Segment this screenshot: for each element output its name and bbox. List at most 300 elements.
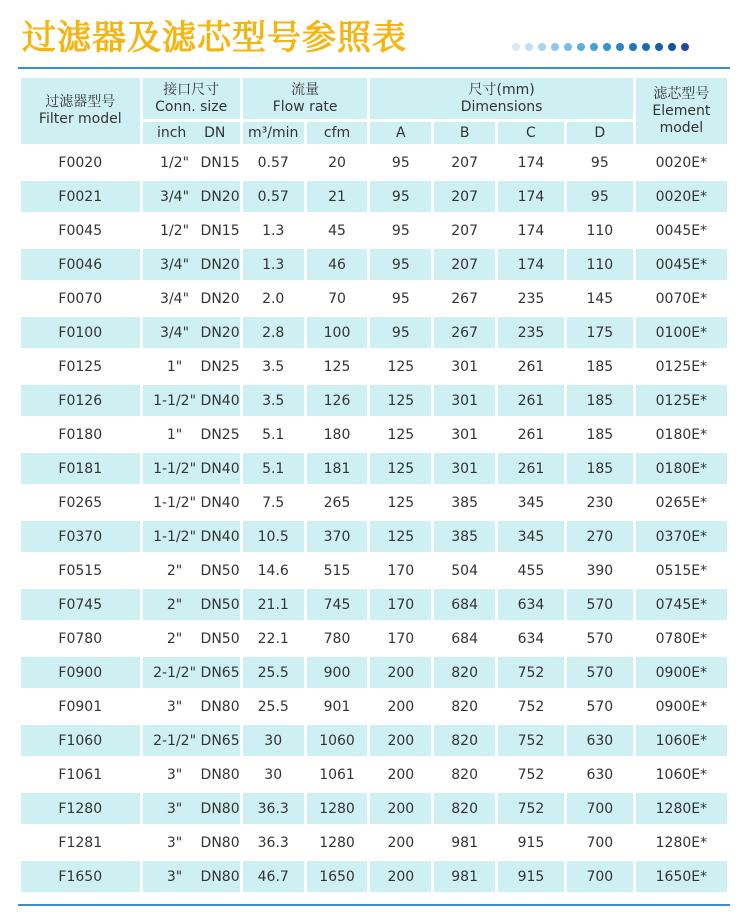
decorative-dot: [655, 43, 663, 51]
flow-cfm-cell: 100: [307, 317, 368, 348]
table-row: [21, 725, 727, 756]
filter-model-cell: F0745: [21, 589, 140, 620]
dim-a-cell: 200: [370, 691, 431, 722]
conn-size-cell: [143, 385, 240, 416]
filter-reference-table: [18, 75, 730, 895]
page-title: 过滤器及滤芯型号参照表: [22, 18, 407, 58]
dim-a-cell: 95: [370, 317, 431, 348]
table-row: [21, 385, 727, 416]
conn-inch: 3/4": [160, 188, 190, 205]
conn-size-cell: [143, 419, 240, 450]
filter-model-cell: F1650: [21, 861, 140, 892]
element-model-cell: 0900E*: [636, 657, 727, 688]
dim-c-cell: 915: [498, 827, 564, 858]
header-dimensions-en: Dimensions: [460, 98, 543, 115]
dim-d-cell: 700: [567, 793, 633, 824]
dim-b-cell: 267: [434, 283, 495, 314]
conn-inch: 2": [166, 630, 183, 647]
filter-model-cell: F0901: [21, 691, 140, 722]
conn-inch: 1-1/2": [153, 460, 197, 477]
table-row: [21, 691, 727, 722]
dim-b-cell: 301: [434, 385, 495, 416]
dim-d-cell: 185: [567, 385, 633, 416]
conn-inch: 3": [166, 834, 183, 851]
conn-size-cell: [143, 827, 240, 858]
table-row: [21, 215, 727, 246]
conn-dn: DN80: [200, 868, 240, 885]
header-flow-rate-en: Flow rate: [272, 98, 338, 115]
dim-b-cell: 820: [434, 759, 495, 790]
flow-m3min-cell: 25.5: [243, 691, 304, 722]
header-element-model-cn: 滤芯型号: [653, 85, 710, 102]
dim-c-cell: 261: [498, 419, 564, 450]
element-model-cell: 0045E*: [636, 215, 727, 246]
flow-m3min-cell: 2.0: [243, 283, 304, 314]
dim-b-cell: 207: [434, 147, 495, 178]
dim-a-cell: 200: [370, 657, 431, 688]
table-row: [21, 759, 727, 790]
flow-cfm-cell: 780: [307, 623, 368, 654]
flow-cfm-cell: 900: [307, 657, 368, 688]
dim-c-cell: 174: [498, 215, 564, 246]
dim-d-cell: 95: [567, 181, 633, 212]
dim-a-cell: 170: [370, 589, 431, 620]
element-model-cell: 0745E*: [636, 589, 727, 620]
conn-dn: DN65: [200, 732, 240, 749]
filter-model-cell: F0515: [21, 555, 140, 586]
header-dim-d: D: [567, 122, 633, 144]
header-dimensions: [370, 78, 632, 119]
table-row: [21, 487, 727, 518]
conn-dn: DN80: [200, 698, 240, 715]
conn-size-cell: [143, 181, 240, 212]
element-model-cell: 1060E*: [636, 725, 727, 756]
filter-model-cell: F0181: [21, 453, 140, 484]
conn-dn: DN20: [200, 188, 240, 205]
flow-m3min-cell: 36.3: [243, 793, 304, 824]
element-model-cell: 0100E*: [636, 317, 727, 348]
flow-m3min-cell: 30: [243, 759, 304, 790]
conn-size-cell: [143, 623, 240, 654]
dim-b-cell: 981: [434, 827, 495, 858]
filter-model-cell: F0021: [21, 181, 140, 212]
flow-m3min-cell: 5.1: [243, 419, 304, 450]
conn-dn: DN50: [200, 596, 240, 613]
dim-b-cell: 301: [434, 351, 495, 382]
conn-inch: 2": [166, 562, 183, 579]
table-row: [21, 317, 727, 348]
header-flow-rate: [243, 78, 368, 119]
dim-c-cell: 634: [498, 589, 564, 620]
dim-d-cell: 270: [567, 521, 633, 552]
decorative-dot: [525, 43, 533, 51]
conn-inch: 3": [166, 800, 183, 817]
dim-b-cell: 684: [434, 589, 495, 620]
filter-model-cell: F1281: [21, 827, 140, 858]
header-conn-size-cn: 接口尺寸: [163, 81, 220, 98]
conn-inch: 1-1/2": [153, 392, 197, 409]
flow-m3min-cell: 1.3: [243, 215, 304, 246]
element-model-cell: 0515E*: [636, 555, 727, 586]
conn-inch: 1": [166, 426, 183, 443]
dim-b-cell: 820: [434, 725, 495, 756]
dim-c-cell: 174: [498, 147, 564, 178]
flow-cfm-cell: 370: [307, 521, 368, 552]
filter-model-cell: F0045: [21, 215, 140, 246]
dim-a-cell: 95: [370, 181, 431, 212]
dim-a-cell: 125: [370, 487, 431, 518]
header-m3min: m³/min: [243, 122, 304, 144]
dim-d-cell: 630: [567, 725, 633, 756]
flow-m3min-cell: 14.6: [243, 555, 304, 586]
filter-model-cell: F0046: [21, 249, 140, 280]
filter-model-cell: F0780: [21, 623, 140, 654]
dim-b-cell: 684: [434, 623, 495, 654]
dim-b-cell: 981: [434, 861, 495, 892]
dim-d-cell: 110: [567, 215, 633, 246]
element-model-cell: 0070E*: [636, 283, 727, 314]
dim-d-cell: 95: [567, 147, 633, 178]
header-inch: inch: [156, 125, 187, 141]
dim-b-cell: 820: [434, 691, 495, 722]
element-model-cell: 0180E*: [636, 419, 727, 450]
conn-dn: DN40: [200, 528, 240, 545]
conn-inch: 1-1/2": [153, 494, 197, 511]
dim-c-cell: 752: [498, 759, 564, 790]
table-row: [21, 181, 727, 212]
conn-size-cell: [143, 249, 240, 280]
decorative-dots: [512, 42, 694, 52]
conn-dn: DN80: [200, 800, 240, 817]
header-conn-size: [143, 78, 240, 119]
filter-model-cell: F0900: [21, 657, 140, 688]
header-filter-model: [21, 78, 140, 144]
decorative-dot: [512, 43, 520, 51]
flow-cfm-cell: 515: [307, 555, 368, 586]
element-model-cell: 0900E*: [636, 691, 727, 722]
flow-m3min-cell: 10.5: [243, 521, 304, 552]
filter-model-cell: F0265: [21, 487, 140, 518]
flow-cfm-cell: 45: [307, 215, 368, 246]
conn-size-cell: [143, 759, 240, 790]
dim-c-cell: 915: [498, 861, 564, 892]
flow-m3min-cell: 7.5: [243, 487, 304, 518]
flow-cfm-cell: 1650: [307, 861, 368, 892]
dim-c-cell: 752: [498, 725, 564, 756]
dim-d-cell: 390: [567, 555, 633, 586]
flow-cfm-cell: 1280: [307, 793, 368, 824]
conn-size-cell: [143, 691, 240, 722]
conn-inch: 1": [166, 358, 183, 375]
conn-dn: DN20: [200, 324, 240, 341]
dim-b-cell: 207: [434, 181, 495, 212]
dim-d-cell: 570: [567, 657, 633, 688]
flow-m3min-cell: 5.1: [243, 453, 304, 484]
dim-c-cell: 752: [498, 793, 564, 824]
conn-size-cell: [143, 793, 240, 824]
filter-model-cell: F0020: [21, 147, 140, 178]
dim-a-cell: 125: [370, 351, 431, 382]
dim-c-cell: 345: [498, 487, 564, 518]
conn-dn: DN50: [200, 562, 240, 579]
header-conn-size-en: Conn. size: [155, 98, 228, 115]
table-row: [21, 793, 727, 824]
flow-m3min-cell: 36.3: [243, 827, 304, 858]
flow-cfm-cell: 745: [307, 589, 368, 620]
table-row: [21, 453, 727, 484]
conn-dn: DN15: [200, 222, 240, 239]
dim-c-cell: 634: [498, 623, 564, 654]
dim-d-cell: 230: [567, 487, 633, 518]
conn-size-cell: [143, 657, 240, 688]
dim-a-cell: 170: [370, 623, 431, 654]
decorative-dot: [681, 43, 689, 51]
header-element-model: [636, 78, 727, 144]
dim-d-cell: 630: [567, 759, 633, 790]
element-model-cell: 1280E*: [636, 793, 727, 824]
conn-inch: 3": [166, 698, 183, 715]
element-model-cell: 0125E*: [636, 351, 727, 382]
conn-size-cell: [143, 861, 240, 892]
conn-inch: 3/4": [160, 324, 190, 341]
dim-a-cell: 95: [370, 249, 431, 280]
flow-m3min-cell: 21.1: [243, 589, 304, 620]
conn-size-cell: [143, 555, 240, 586]
flow-cfm-cell: 21: [307, 181, 368, 212]
filter-model-cell: F0125: [21, 351, 140, 382]
dim-c-cell: 235: [498, 283, 564, 314]
dim-a-cell: 95: [370, 147, 431, 178]
flow-m3min-cell: 1.3: [243, 249, 304, 280]
element-model-cell: 0180E*: [636, 453, 727, 484]
flow-m3min-cell: 0.57: [243, 181, 304, 212]
element-model-cell: 0125E*: [636, 385, 727, 416]
dim-c-cell: 261: [498, 385, 564, 416]
element-model-cell: 1060E*: [636, 759, 727, 790]
flow-m3min-cell: 46.7: [243, 861, 304, 892]
flow-cfm-cell: 126: [307, 385, 368, 416]
table-row: [21, 861, 727, 892]
table-row: [21, 521, 727, 552]
dim-c-cell: 345: [498, 521, 564, 552]
flow-cfm-cell: 1280: [307, 827, 368, 858]
header-dim-a: A: [370, 122, 431, 144]
conn-inch: 3": [166, 766, 183, 783]
dim-b-cell: 207: [434, 215, 495, 246]
conn-size-cell: [143, 521, 240, 552]
flow-m3min-cell: 2.8: [243, 317, 304, 348]
conn-size-cell: [143, 725, 240, 756]
bottom-divider: [18, 904, 730, 906]
flow-m3min-cell: 3.5: [243, 385, 304, 416]
flow-m3min-cell: 0.57: [243, 147, 304, 178]
dim-a-cell: 125: [370, 521, 431, 552]
filter-model-cell: F1061: [21, 759, 140, 790]
element-model-cell: 0020E*: [636, 181, 727, 212]
table-row: [21, 283, 727, 314]
dim-a-cell: 170: [370, 555, 431, 586]
header-filter-model-cn: 过滤器型号: [45, 94, 116, 110]
conn-dn: DN50: [200, 630, 240, 647]
dim-d-cell: 570: [567, 623, 633, 654]
table-row: [21, 623, 727, 654]
flow-cfm-cell: 20: [307, 147, 368, 178]
dim-b-cell: 301: [434, 419, 495, 450]
flow-m3min-cell: 22.1: [243, 623, 304, 654]
conn-dn: DN40: [200, 392, 240, 409]
table-row: [21, 827, 727, 858]
conn-dn: DN15: [200, 154, 240, 171]
filter-model-cell: F0370: [21, 521, 140, 552]
conn-dn: DN25: [200, 426, 240, 443]
dim-d-cell: 570: [567, 691, 633, 722]
flow-cfm-cell: 180: [307, 419, 368, 450]
dim-c-cell: 752: [498, 691, 564, 722]
table-row: [21, 555, 727, 586]
header-element-model-en: Element model: [652, 102, 711, 136]
dim-a-cell: 95: [370, 215, 431, 246]
conn-size-cell: [143, 317, 240, 348]
flow-m3min-cell: 3.5: [243, 351, 304, 382]
flow-cfm-cell: 125: [307, 351, 368, 382]
conn-dn: DN20: [200, 290, 240, 307]
dim-d-cell: 110: [567, 249, 633, 280]
top-divider: [18, 67, 730, 69]
decorative-dot: [616, 43, 624, 51]
dim-c-cell: 235: [498, 317, 564, 348]
filter-model-cell: F0180: [21, 419, 140, 450]
dim-b-cell: 301: [434, 453, 495, 484]
conn-inch: 2-1/2": [153, 732, 197, 749]
conn-inch: 1-1/2": [153, 528, 197, 545]
dim-a-cell: 125: [370, 385, 431, 416]
dim-a-cell: 125: [370, 453, 431, 484]
header-inch-dn: [143, 122, 240, 144]
dim-b-cell: 267: [434, 317, 495, 348]
filter-model-cell: F0070: [21, 283, 140, 314]
element-model-cell: 0370E*: [636, 521, 727, 552]
flow-cfm-cell: 1061: [307, 759, 368, 790]
dim-a-cell: 200: [370, 725, 431, 756]
decorative-dot: [538, 43, 546, 51]
conn-inch: 3/4": [160, 290, 190, 307]
header-dimensions-cn: 尺寸(mm): [468, 81, 535, 98]
filter-model-cell: F0100: [21, 317, 140, 348]
table-row: [21, 657, 727, 688]
conn-inch: 1/2": [160, 154, 190, 171]
conn-dn: DN80: [200, 766, 240, 783]
table-row: [21, 419, 727, 450]
dim-b-cell: 385: [434, 487, 495, 518]
table-row: [21, 351, 727, 382]
dim-c-cell: 261: [498, 453, 564, 484]
decorative-dot: [590, 43, 598, 51]
dim-a-cell: 200: [370, 759, 431, 790]
dim-d-cell: 185: [567, 453, 633, 484]
conn-dn: DN80: [200, 834, 240, 851]
header-dim-c: C: [498, 122, 564, 144]
decorative-dot: [642, 43, 650, 51]
conn-inch: 3/4": [160, 256, 190, 273]
dim-d-cell: 175: [567, 317, 633, 348]
dim-d-cell: 145: [567, 283, 633, 314]
dim-a-cell: 200: [370, 861, 431, 892]
flow-cfm-cell: 901: [307, 691, 368, 722]
dim-c-cell: 455: [498, 555, 564, 586]
conn-size-cell: [143, 147, 240, 178]
header-dn: DN: [204, 125, 226, 141]
table-row: [21, 147, 727, 178]
dim-d-cell: 185: [567, 419, 633, 450]
conn-inch: 2-1/2": [153, 664, 197, 681]
dim-a-cell: 95: [370, 283, 431, 314]
decorative-dot: [564, 43, 572, 51]
conn-inch: 3": [166, 868, 183, 885]
conn-inch: 1/2": [160, 222, 190, 239]
dim-c-cell: 261: [498, 351, 564, 382]
filter-model-cell: F0126: [21, 385, 140, 416]
dim-d-cell: 570: [567, 589, 633, 620]
conn-dn: DN40: [200, 494, 240, 511]
header-dim-b: B: [434, 122, 495, 144]
conn-size-cell: [143, 589, 240, 620]
header-filter-model-en: Filter model: [38, 111, 122, 127]
element-model-cell: 1280E*: [636, 827, 727, 858]
filter-model-cell: F1060: [21, 725, 140, 756]
flow-cfm-cell: 1060: [307, 725, 368, 756]
element-model-cell: 0045E*: [636, 249, 727, 280]
dim-c-cell: 174: [498, 249, 564, 280]
dim-d-cell: 185: [567, 351, 633, 382]
element-model-cell: 0780E*: [636, 623, 727, 654]
decorative-dot: [577, 43, 585, 51]
conn-dn: DN20: [200, 256, 240, 273]
flow-cfm-cell: 181: [307, 453, 368, 484]
decorative-dot: [551, 43, 559, 51]
element-model-cell: 0265E*: [636, 487, 727, 518]
filter-model-cell: F1280: [21, 793, 140, 824]
header-flow-rate-cn: 流量: [291, 81, 320, 98]
decorative-dot: [668, 43, 676, 51]
conn-dn: DN65: [200, 664, 240, 681]
dim-a-cell: 125: [370, 419, 431, 450]
conn-dn: DN40: [200, 460, 240, 477]
flow-cfm-cell: 46: [307, 249, 368, 280]
conn-size-cell: [143, 487, 240, 518]
dim-b-cell: 820: [434, 793, 495, 824]
element-model-cell: 1650E*: [636, 861, 727, 892]
dim-c-cell: 174: [498, 181, 564, 212]
flow-cfm-cell: 265: [307, 487, 368, 518]
flow-cfm-cell: 70: [307, 283, 368, 314]
dim-c-cell: 752: [498, 657, 564, 688]
dim-b-cell: 385: [434, 521, 495, 552]
dim-b-cell: 504: [434, 555, 495, 586]
decorative-dot: [629, 43, 637, 51]
dim-a-cell: 200: [370, 793, 431, 824]
conn-dn: DN25: [200, 358, 240, 375]
table-row: [21, 249, 727, 280]
dim-a-cell: 200: [370, 827, 431, 858]
conn-size-cell: [143, 215, 240, 246]
conn-inch: 2": [166, 596, 183, 613]
conn-size-cell: [143, 351, 240, 382]
flow-m3min-cell: 25.5: [243, 657, 304, 688]
dim-d-cell: 700: [567, 827, 633, 858]
decorative-dot: [603, 43, 611, 51]
table-row: [21, 589, 727, 620]
dim-b-cell: 820: [434, 657, 495, 688]
